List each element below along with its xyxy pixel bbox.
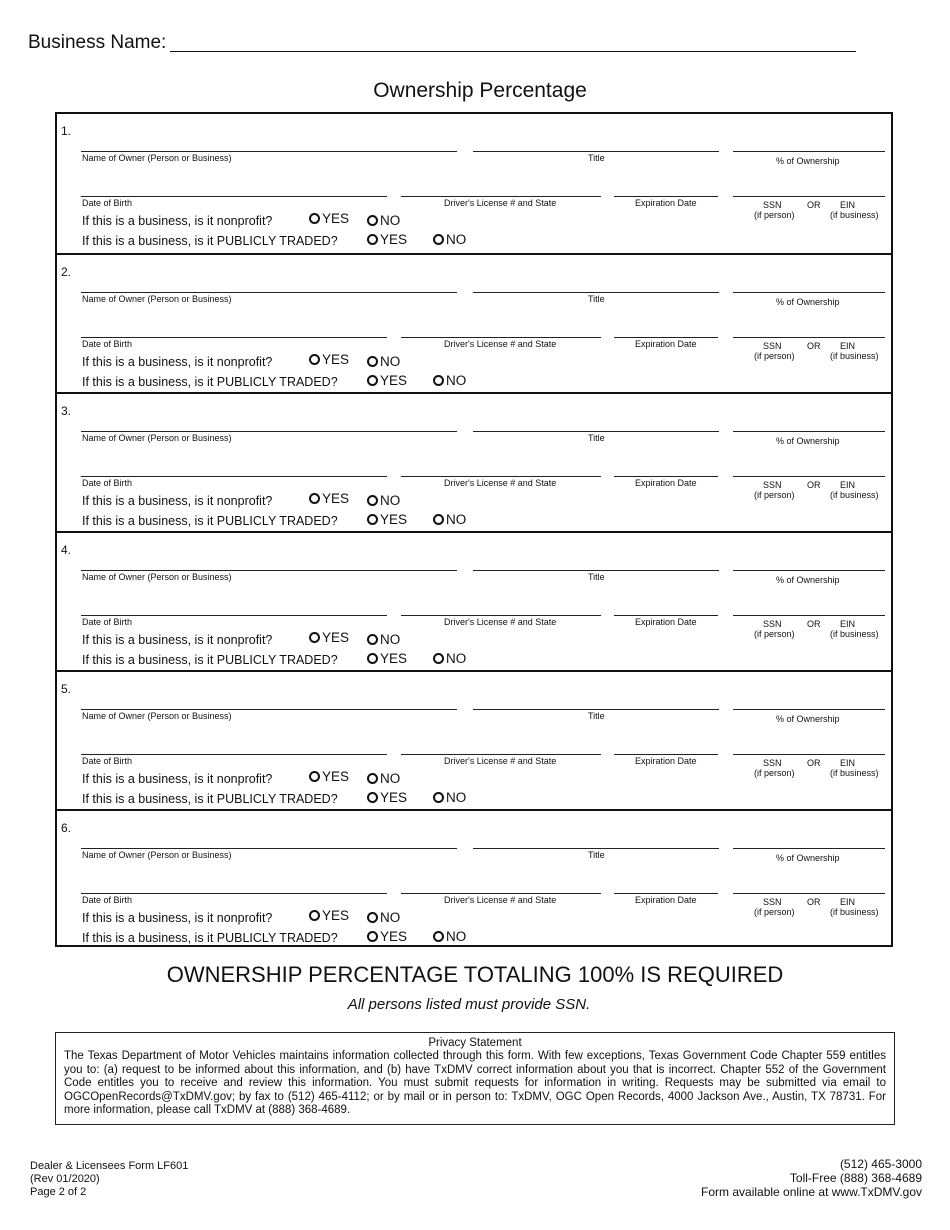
page-title: Ownership Percentage: [373, 79, 587, 102]
ownership-percent-field[interactable]: [733, 151, 885, 152]
if-business-label: (if business): [830, 768, 879, 778]
ssn-label: SSN: [763, 341, 782, 351]
radio-label: NO: [446, 512, 467, 527]
publicly-traded-question: If this is a business, is it PUBLICLY TRADED?: [82, 514, 338, 528]
radio-label: YES: [380, 651, 408, 666]
ein-label: EIN: [840, 200, 856, 210]
owner-block-3: [57, 392, 891, 533]
or-label: OR: [807, 480, 821, 490]
radio-circle-icon: [367, 634, 378, 645]
if-person-label: (if person): [754, 490, 795, 500]
drivers-license-field[interactable]: [401, 476, 601, 477]
owners-table: [55, 112, 893, 947]
drivers-license-label: Driver's License # and State: [444, 198, 557, 208]
publicly-traded-question: If this is a business, is it PUBLICLY TRADED?: [82, 792, 338, 806]
radio-circle-icon: [433, 792, 444, 803]
footer-form-info: [30, 1160, 188, 1199]
drivers-license-field[interactable]: [401, 615, 601, 616]
radio-label: YES: [322, 908, 350, 923]
owner-number: 4.: [61, 543, 72, 557]
date-of-birth-field[interactable]: [81, 615, 387, 616]
nonprofit-no-radio[interactable]: [367, 213, 400, 228]
owner-number: 2.: [61, 265, 72, 279]
ssn-ein-field[interactable]: [733, 476, 885, 477]
owner-name-label: Name of Owner (Person or Business): [82, 711, 232, 721]
owner-name-label: Name of Owner (Person or Business): [82, 153, 232, 163]
or-label: OR: [807, 619, 821, 629]
owner-block-2: [57, 253, 891, 394]
radio-label: NO: [446, 651, 467, 666]
title-label: Title: [588, 153, 605, 163]
radio-circle-icon: [367, 495, 378, 506]
publicly-traded-yes-radio[interactable]: [367, 929, 407, 944]
ownership-percent-field[interactable]: [733, 709, 885, 710]
expiration-date-label: Expiration Date: [635, 895, 697, 905]
nonprofit-yes-radio[interactable]: [309, 352, 349, 367]
nonprofit-question: If this is a business, is it nonprofit?: [82, 633, 273, 647]
ssn-label: SSN: [763, 758, 782, 768]
expiration-date-field[interactable]: [614, 615, 718, 616]
footer-contact-info: [701, 1157, 922, 1199]
drivers-license-field[interactable]: [401, 337, 601, 338]
date-of-birth-label: Date of Birth: [82, 478, 133, 488]
radio-label: NO: [380, 354, 401, 369]
radio-circle-icon: [367, 215, 378, 226]
expiration-date-field[interactable]: [614, 754, 718, 755]
owner-block-5: [57, 670, 891, 811]
title-field[interactable]: [473, 292, 719, 293]
radio-label: YES: [380, 373, 408, 388]
drivers-license-field[interactable]: [401, 196, 601, 197]
ein-label: EIN: [840, 619, 856, 629]
ownership-requirement: OWNERSHIP PERCENTAGE TOTALING 100% IS REQUIRED: [166, 962, 784, 987]
radio-label: NO: [446, 232, 467, 247]
owner-number: 6.: [61, 821, 72, 835]
ein-label: EIN: [840, 758, 856, 768]
title-label: Title: [588, 572, 605, 582]
business-name-label: Business Name:: [28, 32, 167, 53]
if-business-label: (if business): [830, 490, 879, 500]
radio-label: YES: [380, 512, 408, 527]
date-of-birth-field[interactable]: [81, 893, 387, 894]
owner-block-1: [57, 114, 891, 253]
if-person-label: (if person): [754, 210, 795, 220]
date-of-birth-label: Date of Birth: [82, 339, 133, 349]
drivers-license-field[interactable]: [401, 754, 601, 755]
radio-circle-icon: [433, 514, 444, 525]
footer-form-name: Dealer & Licensees Form LF601: [30, 1160, 189, 1172]
if-person-label: (if person): [754, 351, 795, 361]
radio-label: YES: [380, 232, 408, 247]
expiration-date-field[interactable]: [614, 196, 718, 197]
date-of-birth-label: Date of Birth: [82, 895, 133, 905]
publicly-traded-yes-radio[interactable]: [367, 512, 407, 527]
drivers-license-label: Driver's License # and State: [444, 617, 557, 627]
publicly-traded-question: If this is a business, is it PUBLICLY TRADED?: [82, 653, 338, 667]
if-business-label: (if business): [830, 907, 879, 917]
publicly-traded-no-radio[interactable]: [433, 790, 466, 805]
ownership-percent-field[interactable]: [733, 431, 885, 432]
radio-label: NO: [380, 213, 401, 228]
date-of-birth-label: Date of Birth: [82, 198, 133, 208]
date-of-birth-label: Date of Birth: [82, 617, 133, 627]
owner-number: 1.: [61, 124, 72, 138]
privacy-statement-title: Privacy Statement: [428, 1037, 522, 1049]
radio-label: NO: [380, 910, 401, 925]
owner-block-6: [57, 809, 891, 950]
drivers-license-label: Driver's License # and State: [444, 339, 557, 349]
owner-name-label: Name of Owner (Person or Business): [82, 572, 232, 582]
radio-circle-icon: [367, 653, 378, 664]
radio-circle-icon: [309, 910, 320, 921]
radio-label: YES: [380, 929, 408, 944]
radio-circle-icon: [433, 234, 444, 245]
ssn-ein-field[interactable]: [733, 337, 885, 338]
title-label: Title: [588, 711, 605, 721]
ssn-ein-field[interactable]: [733, 196, 885, 197]
expiration-date-label: Expiration Date: [635, 617, 697, 627]
ownership-percent-field[interactable]: [733, 292, 885, 293]
ein-label: EIN: [840, 480, 856, 490]
title-field[interactable]: [473, 431, 719, 432]
ein-label: EIN: [840, 897, 856, 907]
ownership-percent-label: % of Ownership: [776, 297, 840, 307]
nonprofit-no-radio[interactable]: [367, 354, 400, 369]
radio-circle-icon: [367, 375, 378, 386]
ssn-label: SSN: [763, 480, 782, 490]
ssn-label: SSN: [763, 200, 782, 210]
ssn-ein-field[interactable]: [733, 754, 885, 755]
expiration-date-label: Expiration Date: [635, 756, 697, 766]
nonprofit-no-radio[interactable]: [367, 771, 400, 786]
radio-circle-icon: [433, 931, 444, 942]
radio-label: NO: [380, 771, 401, 786]
nonprofit-question: If this is a business, is it nonprofit?: [82, 911, 273, 925]
expiration-date-field[interactable]: [614, 893, 718, 894]
title-field[interactable]: [473, 848, 719, 849]
ownership-percent-label: % of Ownership: [776, 853, 840, 863]
nonprofit-question: If this is a business, is it nonprofit?: [82, 355, 273, 369]
title-field[interactable]: [473, 151, 719, 152]
radio-label: YES: [322, 352, 350, 367]
owner-name-label: Name of Owner (Person or Business): [82, 294, 232, 304]
if-business-label: (if business): [830, 629, 879, 639]
ownership-percent-field[interactable]: [733, 570, 885, 571]
nonprofit-yes-radio[interactable]: [309, 769, 349, 784]
or-label: OR: [807, 897, 821, 907]
publicly-traded-no-radio[interactable]: [433, 929, 466, 944]
publicly-traded-yes-radio[interactable]: [367, 373, 407, 388]
radio-label: YES: [322, 491, 350, 506]
radio-label: NO: [446, 790, 467, 805]
or-label: OR: [807, 758, 821, 768]
expiration-date-field[interactable]: [614, 337, 718, 338]
publicly-traded-no-radio[interactable]: [433, 512, 466, 527]
footer-phone: (512) 465-3000: [839, 1157, 922, 1171]
publicly-traded-yes-radio[interactable]: [367, 651, 407, 666]
radio-circle-icon: [309, 632, 320, 643]
privacy-statement-box: [55, 1032, 895, 1125]
radio-circle-icon: [433, 375, 444, 386]
date-of-birth-field[interactable]: [81, 754, 387, 755]
radio-circle-icon: [367, 356, 378, 367]
nonprofit-no-radio[interactable]: [367, 493, 400, 508]
owner-name-label: Name of Owner (Person or Business): [82, 433, 232, 443]
title-label: Title: [588, 294, 605, 304]
radio-circle-icon: [367, 234, 378, 245]
if-person-label: (if person): [754, 907, 795, 917]
radio-label: YES: [322, 769, 350, 784]
owner-name-field[interactable]: [81, 709, 457, 710]
owner-number: 3.: [61, 404, 72, 418]
radio-circle-icon: [367, 773, 378, 784]
date-of-birth-label: Date of Birth: [82, 756, 133, 766]
radio-label: NO: [380, 493, 401, 508]
owner-name-field[interactable]: [81, 151, 457, 152]
ownership-percent-label: % of Ownership: [776, 436, 840, 446]
radio-circle-icon: [309, 354, 320, 365]
nonprofit-question: If this is a business, is it nonprofit?: [82, 772, 273, 786]
ownership-percent-label: % of Ownership: [776, 714, 840, 724]
radio-label: NO: [380, 632, 401, 647]
title-field[interactable]: [473, 570, 719, 571]
footer-page-number: Page 2 of 2: [30, 1186, 87, 1198]
radio-circle-icon: [309, 493, 320, 504]
title-field[interactable]: [473, 709, 719, 710]
nonprofit-no-radio[interactable]: [367, 632, 400, 647]
nonprofit-yes-radio[interactable]: [309, 491, 349, 506]
radio-label: YES: [380, 790, 408, 805]
if-person-label: (if person): [754, 768, 795, 778]
ssn-ein-field[interactable]: [733, 615, 885, 616]
publicly-traded-question: If this is a business, is it PUBLICLY TRADED?: [82, 931, 338, 945]
ssn-note: All persons listed must provide SSN.: [347, 996, 591, 1013]
publicly-traded-yes-radio[interactable]: [367, 790, 407, 805]
publicly-traded-no-radio[interactable]: [433, 232, 466, 247]
nonprofit-yes-radio[interactable]: [309, 211, 349, 226]
date-of-birth-field[interactable]: [81, 337, 387, 338]
owner-name-label: Name of Owner (Person or Business): [82, 850, 232, 860]
or-label: OR: [807, 200, 821, 210]
radio-circle-icon: [433, 653, 444, 664]
radio-label: NO: [446, 929, 467, 944]
drivers-license-label: Driver's License # and State: [444, 478, 557, 488]
ownership-percent-label: % of Ownership: [776, 156, 840, 166]
ein-label: EIN: [840, 341, 856, 351]
expiration-date-label: Expiration Date: [635, 339, 697, 349]
title-label: Title: [588, 433, 605, 443]
expiration-date-label: Expiration Date: [635, 198, 697, 208]
footer-toll-free: Toll-Free (888) 368-4689: [789, 1171, 922, 1185]
radio-label: YES: [322, 211, 350, 226]
business-name-field[interactable]: [170, 51, 856, 52]
drivers-license-label: Driver's License # and State: [444, 756, 557, 766]
if-business-label: (if business): [830, 351, 879, 361]
title-label: Title: [588, 850, 605, 860]
publicly-traded-question: If this is a business, is it PUBLICLY TRADED?: [82, 375, 338, 389]
ssn-label: SSN: [763, 897, 782, 907]
publicly-traded-no-radio[interactable]: [433, 651, 466, 666]
owner-name-field[interactable]: [81, 848, 457, 849]
radio-label: NO: [446, 373, 467, 388]
ssn-label: SSN: [763, 619, 782, 629]
expiration-date-field[interactable]: [614, 476, 718, 477]
publicly-traded-yes-radio[interactable]: [367, 232, 407, 247]
radio-circle-icon: [309, 771, 320, 782]
radio-circle-icon: [309, 213, 320, 224]
publicly-traded-question: If this is a business, is it PUBLICLY TRADED?: [82, 234, 338, 248]
drivers-license-label: Driver's License # and State: [444, 895, 557, 905]
drivers-license-field[interactable]: [401, 893, 601, 894]
radio-circle-icon: [367, 912, 378, 923]
nonprofit-yes-radio[interactable]: [309, 908, 349, 923]
owner-name-field[interactable]: [81, 431, 457, 432]
owner-number: 5.: [61, 682, 72, 696]
radio-circle-icon: [367, 931, 378, 942]
radio-circle-icon: [367, 792, 378, 803]
date-of-birth-field[interactable]: [81, 476, 387, 477]
if-business-label: (if business): [830, 210, 879, 220]
owner-block-4: [57, 531, 891, 672]
footer-website: Form available online at www.TxDMV.gov: [701, 1185, 922, 1199]
nonprofit-question: If this is a business, is it nonprofit?: [82, 214, 273, 228]
date-of-birth-field[interactable]: [81, 196, 387, 197]
ownership-percent-field[interactable]: [733, 848, 885, 849]
ssn-ein-field[interactable]: [733, 893, 885, 894]
footer-revision: (Rev 01/2020): [30, 1173, 100, 1185]
radio-circle-icon: [367, 514, 378, 525]
or-label: OR: [807, 341, 821, 351]
nonprofit-question: If this is a business, is it nonprofit?: [82, 494, 273, 508]
ownership-percent-label: % of Ownership: [776, 575, 840, 585]
nonprofit-yes-radio[interactable]: [309, 630, 349, 645]
owner-name-field[interactable]: [81, 570, 457, 571]
owner-name-field[interactable]: [81, 292, 457, 293]
publicly-traded-no-radio[interactable]: [433, 373, 466, 388]
privacy-statement-body: The Texas Department of Motor Vehicles maintains information collected through this form. With few exceptions, Texas Government Code Chapter 559 entitles you to: (a) request to be informed about this information, and (b) have TxDMV correct information about you that is incorrect. Chapter 552 of the Government Code entitles you to receive and review this information. You must submit requests for information in writing. Requests may be submitted via email to OGCOpenRecords@TxDMV.gov; by fax to (512) 465-4112; or by mail or in person to: TxDMV, OGC Open Records, 4000 Jackson Ave., Austin, TX 78731. For more information, please call TxDMV at (888) 368-4689.: [64, 1050, 886, 1117]
nonprofit-no-radio[interactable]: [367, 910, 400, 925]
expiration-date-label: Expiration Date: [635, 478, 697, 488]
radio-label: YES: [322, 630, 350, 645]
if-person-label: (if person): [754, 629, 795, 639]
